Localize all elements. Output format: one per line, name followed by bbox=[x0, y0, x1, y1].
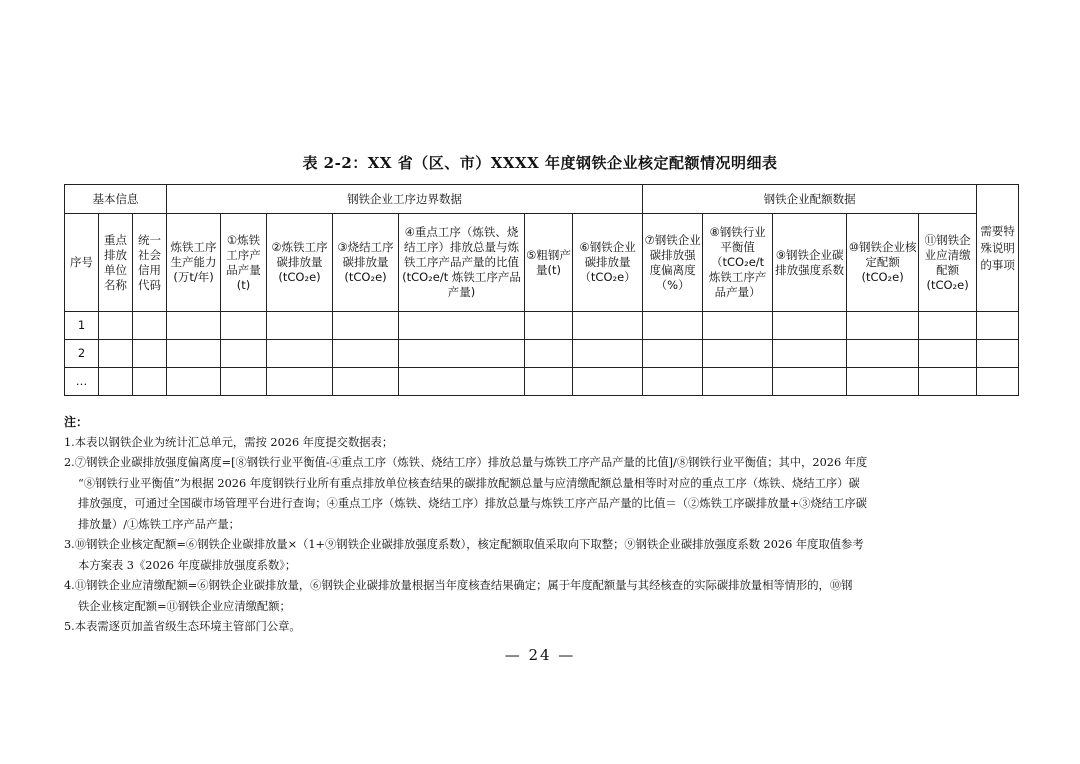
cell[interactable] bbox=[643, 340, 703, 368]
cell[interactable] bbox=[399, 312, 525, 340]
note-4-line-2: 铁企业核定配额=⑪钢铁企业应清缴配额； bbox=[78, 599, 291, 613]
cell[interactable] bbox=[703, 312, 773, 340]
cell[interactable] bbox=[573, 340, 643, 368]
section-basic-info: 基本信息 bbox=[65, 185, 167, 214]
cell[interactable] bbox=[133, 340, 167, 368]
cell[interactable] bbox=[703, 340, 773, 368]
cell[interactable] bbox=[167, 340, 221, 368]
cell[interactable] bbox=[977, 340, 1019, 368]
cell[interactable] bbox=[977, 368, 1019, 396]
column-special-notes bbox=[977, 185, 1019, 312]
note-2-line-3: 排放强度，可通过全国碳市场管理平台进行查询；④重点工序（炼铁、烧结工序）排放总量与炼铁工序产品产量的比值＝（②炼铁工序碳排放量+③烧结工序碳 bbox=[78, 497, 867, 510]
col-ironmaking-capacity: 炼铁工序生产能力(万t/年) bbox=[167, 214, 221, 312]
note-2-line-4: 排放量）/①炼铁工序产品产量； bbox=[78, 517, 240, 531]
page-number: — 24 — bbox=[504, 646, 576, 664]
cell[interactable] bbox=[99, 340, 133, 368]
cell[interactable] bbox=[643, 368, 703, 396]
col-surrender-quota: ⑪钢铁企业应清缴配额(tCO₂e) bbox=[919, 214, 977, 312]
notes-section bbox=[64, 412, 1016, 638]
cell[interactable] bbox=[643, 312, 703, 340]
cell[interactable] bbox=[99, 312, 133, 340]
table-title: 表 2-2：XX 省（区、市）XXXX 年度钢铁企业核定配额情况明细表 bbox=[302, 154, 778, 172]
cell[interactable] bbox=[525, 340, 573, 368]
cell[interactable] bbox=[919, 340, 977, 368]
cell[interactable] bbox=[703, 368, 773, 396]
cell[interactable] bbox=[333, 312, 399, 340]
col-ironmaking-emission: ②炼铁工序碳排放量(tCO₂e) bbox=[267, 214, 333, 312]
cell[interactable] bbox=[221, 312, 267, 340]
cell[interactable] bbox=[573, 312, 643, 340]
cell[interactable] bbox=[399, 368, 525, 396]
cell[interactable] bbox=[133, 312, 167, 340]
col-verified-quota: ⑩钢铁企业核定配额(tCO₂e) bbox=[847, 214, 919, 312]
table-row bbox=[65, 312, 1019, 340]
cell[interactable] bbox=[267, 340, 333, 368]
column-header-row bbox=[65, 214, 1019, 312]
col-enterprise-emission: ⑥钢铁企业碳排放量（tCO₂e） bbox=[573, 214, 643, 312]
cell[interactable] bbox=[221, 368, 267, 396]
notes-heading: 注： bbox=[64, 415, 89, 429]
cell[interactable] bbox=[525, 368, 573, 396]
note-5: 5.本表需逐页加盖省级生态环境主管部门公章。 bbox=[64, 620, 301, 633]
cell[interactable] bbox=[267, 368, 333, 396]
note-3-line-2: 本方案表 3《2026 年度碳排放强度系数》； bbox=[78, 558, 297, 572]
cell[interactable] bbox=[267, 312, 333, 340]
col-unit-name: 重点排放单位名称 bbox=[99, 214, 133, 312]
special-notes-label: 需要特殊说明的事项 bbox=[980, 223, 1015, 272]
cell[interactable] bbox=[847, 340, 919, 368]
cell[interactable] bbox=[919, 312, 977, 340]
col-credit-code: 统一社会信用代码 bbox=[133, 214, 167, 312]
section-quota-data: 钢铁企业配额数据 bbox=[643, 185, 977, 214]
cell[interactable] bbox=[167, 368, 221, 396]
note-3-line-1: 3.⑩钢铁企业核定配额=⑥钢铁企业碳排放量×（1+⑨钢铁企业碳排放强度系数），核定配额取值采取向下取整；⑨钢铁企业碳排放强度系数 2026 年度取值参考 bbox=[64, 538, 864, 551]
cell[interactable] bbox=[773, 312, 847, 340]
col-crude-steel-output: ⑤粗钢产量(t) bbox=[525, 214, 573, 312]
note-4-line-1: 4.⑪钢铁企业应清缴配额=⑥钢铁企业碳排放量，⑥钢铁企业碳排放量根据当年度核查结果确定；属于年度配额量与其经核查的实际碳排放量相等情形的，⑩钢 bbox=[64, 579, 853, 592]
cell[interactable] bbox=[333, 340, 399, 368]
cell[interactable] bbox=[919, 368, 977, 396]
col-intensity-deviation: ⑦钢铁企业碳排放强度偏离度（%） bbox=[643, 214, 703, 312]
col-intensity-coefficient: ⑨钢铁企业碳排放强度系数 bbox=[773, 214, 847, 312]
section-header-row bbox=[65, 185, 1019, 214]
table-row bbox=[65, 340, 1019, 368]
cell[interactable] bbox=[167, 312, 221, 340]
cell[interactable] bbox=[221, 340, 267, 368]
col-ironmaking-output: ①炼铁工序产品产量(t) bbox=[221, 214, 267, 312]
cell[interactable] bbox=[399, 340, 525, 368]
note-1: 1.本表以钢铁企业为统计汇总单元，需按 2026 年度提交数据表； bbox=[64, 435, 394, 449]
table-row bbox=[65, 368, 1019, 396]
row-index: … bbox=[65, 368, 99, 396]
note-2-line-2: “⑧钢铁行业平衡值”为根据 2026 年度钢铁行业所有重点排放单位核查结果的碳排放配额总量与应清缴配额总量相等时对应的重点工序（炼铁、烧结工序）碳 bbox=[78, 476, 860, 490]
cell[interactable] bbox=[977, 312, 1019, 340]
col-sintering-emission: ③烧结工序碳排放量(tCO₂e) bbox=[333, 214, 399, 312]
cell[interactable] bbox=[847, 368, 919, 396]
quota-detail-table bbox=[64, 184, 1019, 396]
cell[interactable] bbox=[847, 312, 919, 340]
row-index: 2 bbox=[65, 340, 99, 368]
cell[interactable] bbox=[525, 312, 573, 340]
cell[interactable] bbox=[773, 368, 847, 396]
cell[interactable] bbox=[99, 368, 133, 396]
cell[interactable] bbox=[133, 368, 167, 396]
note-2-line-1: 2.⑦钢铁企业碳排放强度偏离度=[⑧钢铁行业平衡值-④重点工序（炼铁、烧结工序）排放总量与炼铁工序产品产量的比值]/⑧钢铁行业平衡值；其中，2026 年度 bbox=[64, 456, 868, 469]
section-boundary-data: 钢铁企业工序边界数据 bbox=[167, 185, 643, 214]
cell[interactable] bbox=[333, 368, 399, 396]
cell[interactable] bbox=[773, 340, 847, 368]
col-industry-balance: ⑧钢铁行业平衡值（tCO₂e/t 炼铁工序产品产量） bbox=[703, 214, 773, 312]
cell[interactable] bbox=[573, 368, 643, 396]
row-index: 1 bbox=[65, 312, 99, 340]
col-key-process-ratio: ④重点工序（炼铁、烧结工序）排放总量与炼铁工序产品产量的比值(tCO₂e/t 炼铁工序产品产量) bbox=[399, 214, 525, 312]
col-index: 序号 bbox=[65, 214, 99, 312]
